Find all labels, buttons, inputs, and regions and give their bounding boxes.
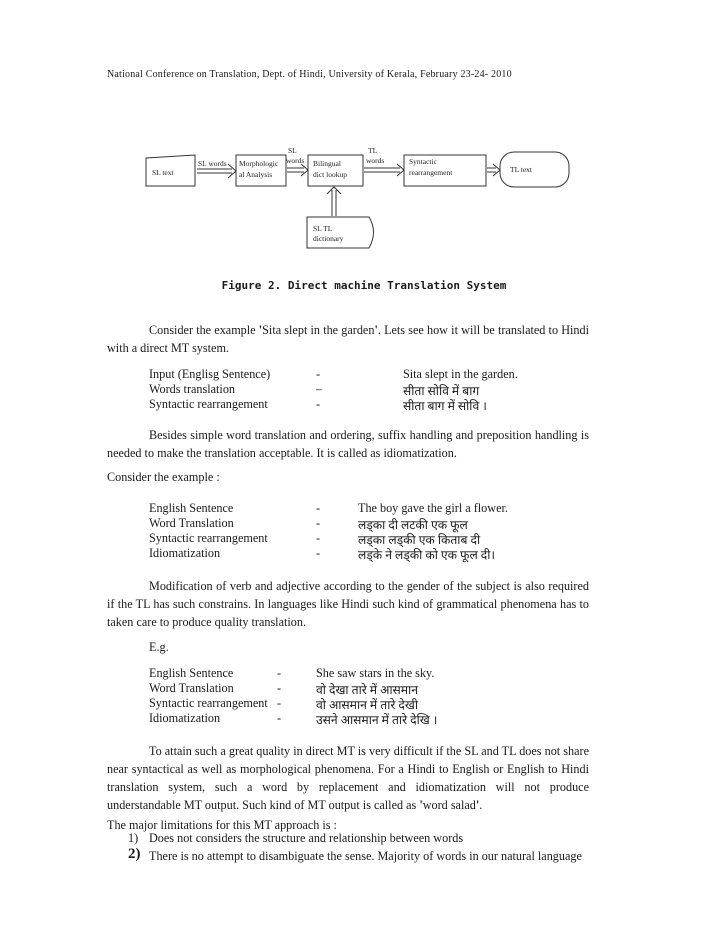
sl-words-label: SL words: [198, 159, 227, 168]
mt-flow-diagram: [0, 0, 728, 260]
table1-value: सीता बाग में सोवि ।: [403, 399, 487, 413]
table3-value: She saw stars in the sky.: [316, 666, 435, 680]
table3-sep: -: [277, 711, 282, 725]
list-item-text: Does not considers the structure and relationship between words: [149, 831, 464, 845]
table2-sep: -: [316, 516, 321, 530]
dict-label-1: SL TL: [313, 224, 333, 233]
table1-value: सीता सोवि में बाग: [403, 384, 480, 398]
bilingual-label-2: dict lookup: [313, 170, 347, 179]
table2-value: लड्के ने लड्की को एक फूल दी।: [358, 548, 496, 562]
syntactic-label-1: Syntactic: [409, 157, 437, 166]
table1-label: Input (Englisg Sentence): [149, 367, 271, 381]
sl-words2-label-2: words: [286, 156, 305, 165]
paragraph-5: E.g.: [149, 640, 169, 654]
table2-label: Word Translation: [149, 516, 234, 530]
table2-sep: -: [316, 531, 321, 545]
bilingual-label-1: Bilingual: [313, 159, 341, 168]
sl-words2-label-1: SL: [288, 146, 297, 155]
running-header: National Conference on Translation, Dept. of Hindi, University of Kerala, February 23-24- 2010: [107, 69, 512, 80]
list-item-text: There is no attempt to disambiguate the sense. Majority of words in our natural language: [149, 849, 582, 863]
list-number: 2): [128, 846, 141, 862]
list-item: [128, 846, 141, 863]
table3-value: वो देखा तारे में आसमान: [316, 683, 418, 697]
table3-value: वो आसमान में तारे देखी: [316, 698, 418, 712]
table2-value: The boy gave the girl a flower.: [358, 501, 508, 515]
paragraph-6: To attain such a great quality in direct MT is very difficult if the SL and TL does not share near syntactical as well as morphological phenomena. For a Hindi to English or English to Hindi translation system, such a word by replacement and idiomatization will not produce understandable MT output. Such kind of MT output is called as 'word salad'.: [107, 744, 589, 812]
table3-label: English Sentence: [149, 666, 234, 680]
tl-text-label: TL text: [510, 165, 533, 174]
table3-label: Word Translation: [149, 681, 234, 695]
table1-sep: -: [316, 367, 321, 381]
table3-sep: -: [277, 681, 282, 695]
morph-label-2: al Analysis: [239, 170, 273, 179]
table3-label: Syntactic rearrangement: [149, 696, 268, 710]
tl-words-label-1: TL: [368, 146, 378, 155]
paragraph-3: Consider the example :: [107, 470, 220, 484]
paragraph-4: Modification of verb and adjective according to the gender of the subject is also required if the TL has such constrains. In languages like Hindi such kind of grammatical phenomena has to taken care to produce quality translation.: [107, 579, 589, 629]
syntactic-label-2: rearrangement: [409, 168, 453, 177]
table2-label: English Sentence: [149, 501, 234, 515]
table1-sep: –: [316, 382, 323, 396]
list-item: [128, 831, 138, 846]
table3-sep: -: [277, 696, 282, 710]
table2-sep: -: [316, 546, 321, 560]
morph-label-1: Morphologic: [239, 159, 279, 168]
table3-value: उसने आसमान में तारे देखि ।: [316, 713, 438, 727]
tl-words-label-2: words: [366, 156, 385, 165]
paragraph-7: The major limitations for this MT approach is :: [107, 818, 337, 832]
table3-sep: -: [277, 666, 282, 680]
table2-sep: -: [316, 501, 321, 515]
list-number: 1): [128, 831, 139, 845]
table2-value: लड्का लड्की एक किताब दी: [358, 533, 481, 547]
table3-label: Idiomatization: [149, 711, 221, 725]
table2-label: Syntactic rearrangement: [149, 531, 268, 545]
table2-label: Idiomatization: [149, 546, 221, 560]
table1-label: Words translation: [149, 382, 236, 396]
table1-value: Sita slept in the garden.: [403, 367, 518, 381]
paragraph-1: Consider the example 'Sita slept in the garden'. Lets see how it will be translated to Hindi with a direct MT system.: [107, 323, 589, 355]
sl-text-label: SL text: [152, 168, 174, 177]
table1-label: Syntactic rearrangement: [149, 397, 268, 411]
paragraph-2: Besides simple word translation and ordering, suffix handling and preposition handling is needed to make the translation acceptable. It is called as idiomatization.: [107, 428, 589, 460]
figure-caption: Figure 2. Direct machine Translation System: [221, 279, 507, 292]
table1-sep: -: [316, 397, 321, 411]
table2-value: लड्का दी लटकी एक फूल: [358, 518, 468, 532]
dict-label-2: dictionary: [313, 234, 344, 243]
